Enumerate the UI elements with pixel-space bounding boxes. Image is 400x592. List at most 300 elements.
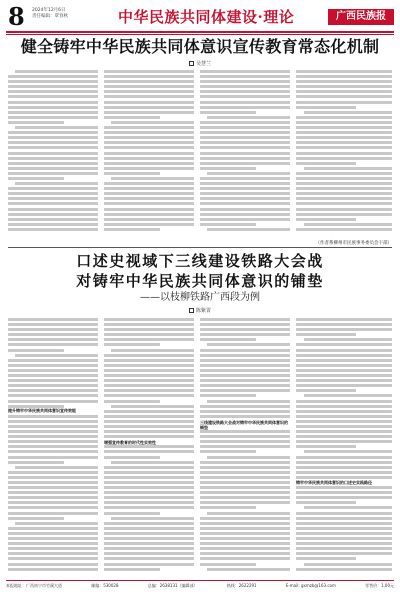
text-line	[8, 552, 98, 555]
issue-date: 2024年12月6日	[32, 8, 66, 13]
article1-author: 吴慧兰	[195, 61, 211, 67]
text-line	[111, 121, 194, 124]
text-line	[104, 359, 194, 362]
text-line	[8, 445, 98, 448]
text-line	[8, 486, 98, 489]
text-line	[296, 101, 392, 104]
text-line	[104, 389, 194, 392]
text-line	[104, 410, 194, 413]
text-line	[296, 496, 392, 499]
text-line	[296, 349, 392, 352]
text-line	[8, 512, 98, 515]
text-line	[8, 496, 98, 499]
text-line	[200, 394, 256, 397]
text-line	[200, 177, 290, 180]
text-line	[8, 537, 98, 540]
text-line	[8, 192, 98, 195]
text-line	[296, 177, 392, 180]
text-line	[296, 121, 392, 124]
text-line	[296, 202, 392, 205]
text-line	[104, 537, 194, 540]
text-line	[8, 389, 98, 392]
text-line	[8, 111, 98, 114]
text-line	[104, 90, 194, 93]
text-line	[304, 506, 392, 509]
text-line	[8, 349, 64, 352]
text-line	[200, 563, 256, 566]
text-line	[104, 379, 194, 382]
text-line	[200, 328, 290, 331]
text-line	[200, 213, 290, 216]
text-line	[8, 481, 98, 484]
text-line	[200, 70, 290, 73]
text-line	[296, 80, 392, 83]
text-line	[8, 547, 98, 550]
text-line	[296, 512, 392, 515]
text-line	[104, 374, 194, 377]
text-line	[104, 481, 194, 484]
text-line	[200, 461, 290, 464]
text-line	[296, 70, 392, 73]
text-line	[8, 359, 98, 362]
text-line	[296, 197, 392, 200]
text-line	[8, 379, 98, 382]
footer-phone: 热线：2622291	[226, 583, 257, 588]
text-line	[104, 172, 160, 175]
text-line	[296, 172, 392, 175]
text-line	[104, 491, 194, 494]
footer-address: 本报地址：广西南宁市竹溪大道	[6, 583, 62, 588]
text-line	[111, 517, 194, 520]
text-line	[296, 131, 392, 134]
text-line	[104, 425, 194, 428]
text-line	[296, 547, 392, 550]
text-line	[104, 466, 194, 469]
text-line	[104, 384, 194, 387]
text-line	[200, 410, 290, 413]
text-line	[200, 223, 256, 226]
text-line	[8, 141, 98, 144]
text-line	[104, 445, 194, 448]
text-line	[200, 80, 290, 83]
footer-price: 零售价：1.00元	[365, 583, 394, 588]
text-line	[207, 172, 290, 175]
text-line	[8, 542, 98, 545]
text-line	[296, 146, 392, 149]
text-line	[296, 501, 356, 504]
text-line	[296, 537, 392, 540]
text-line	[8, 328, 98, 331]
text-line	[296, 532, 392, 535]
text-line	[8, 476, 98, 479]
text-line	[296, 364, 392, 367]
text-line	[8, 461, 64, 464]
text-line	[15, 126, 98, 129]
text-line	[296, 136, 392, 139]
text-line	[200, 208, 290, 211]
text-line	[104, 496, 194, 499]
text-line	[104, 471, 194, 474]
text-line	[104, 333, 194, 336]
text-line	[8, 162, 98, 165]
text-line	[104, 208, 194, 211]
text-line	[200, 111, 256, 114]
masthead-rule	[6, 31, 394, 33]
text-line	[200, 364, 290, 367]
text-line	[200, 552, 290, 555]
text-line	[8, 136, 98, 139]
text-line	[8, 172, 98, 175]
text-line	[207, 568, 290, 571]
text-line	[296, 328, 392, 331]
text-line	[200, 349, 290, 352]
article1-headline: 健全铸牢中华民族共同体意识宣传教育常态化机制	[20, 37, 380, 56]
text-line	[8, 517, 64, 520]
text-line	[296, 568, 392, 571]
text-line	[296, 410, 392, 413]
text-line	[296, 90, 392, 93]
text-line	[8, 218, 98, 221]
text-line	[200, 106, 290, 109]
text-line	[200, 379, 290, 382]
text-line	[296, 75, 392, 78]
text-line	[8, 364, 98, 367]
article2-headline-line2: 对铸牢中华民族共同体意识的铺垫	[76, 272, 324, 290]
text-line	[296, 333, 356, 336]
text-line	[104, 557, 194, 560]
text-line	[296, 374, 392, 377]
text-line	[104, 95, 194, 98]
text-line	[104, 213, 194, 216]
text-line	[104, 532, 194, 535]
article2-column-1	[8, 318, 98, 576]
text-line	[8, 374, 98, 377]
article2-column-4	[296, 318, 392, 576]
text-line	[8, 338, 98, 341]
article2-column-3	[200, 318, 290, 576]
text-line	[200, 440, 290, 443]
text-line	[296, 435, 392, 438]
article2-subsection-heading: 提升铸牢中华民族共同体意识宣传效能	[8, 408, 98, 413]
text-line	[296, 461, 392, 464]
text-line	[104, 146, 194, 149]
text-line	[104, 369, 194, 372]
text-line	[296, 228, 392, 231]
text-line	[104, 162, 194, 165]
text-line	[296, 552, 392, 555]
text-line	[104, 450, 194, 453]
article1-column-3	[200, 70, 290, 238]
text-line	[296, 182, 392, 185]
column-title: 中华民族共同体建设·理论	[118, 8, 295, 26]
text-line	[104, 394, 194, 397]
text-line	[296, 445, 356, 448]
text-line	[304, 394, 392, 397]
text-line	[104, 136, 194, 139]
text-line	[200, 95, 290, 98]
text-line	[8, 532, 98, 535]
text-line	[296, 95, 392, 98]
text-line	[104, 182, 194, 185]
text-line	[104, 187, 194, 190]
article2-author: 陈紫霄	[195, 308, 211, 314]
text-line	[200, 542, 290, 545]
text-line	[296, 440, 392, 443]
text-line	[200, 547, 290, 550]
text-line	[200, 532, 290, 535]
text-line	[104, 486, 194, 489]
text-line	[200, 527, 290, 530]
text-line	[296, 466, 392, 469]
text-line	[296, 557, 356, 560]
text-line	[104, 70, 194, 73]
text-line	[304, 167, 392, 170]
text-line	[200, 197, 290, 200]
page-number: 8	[8, 2, 25, 31]
byline-box-icon	[189, 308, 194, 313]
text-line	[8, 167, 98, 170]
editor-line: 责任编辑：覃春秋	[32, 14, 68, 19]
text-line	[111, 177, 194, 180]
text-line	[296, 152, 392, 155]
text-line	[104, 506, 194, 509]
text-line	[200, 389, 290, 392]
text-line	[200, 121, 290, 124]
article2-column-2	[104, 318, 194, 576]
text-line	[104, 501, 194, 504]
text-line	[104, 228, 160, 231]
article2-headline-line1: 口述史视域下三线建设铁路大会战	[76, 252, 324, 270]
text-line	[296, 162, 356, 165]
text-line	[8, 177, 64, 180]
text-line	[200, 369, 290, 372]
text-line	[8, 430, 98, 433]
text-line	[207, 228, 290, 231]
text-line	[200, 415, 290, 418]
text-line	[8, 425, 98, 428]
text-line	[8, 223, 98, 226]
text-line	[8, 456, 98, 459]
text-line	[8, 384, 98, 387]
text-line	[8, 197, 98, 200]
text-line	[200, 333, 290, 336]
text-line	[296, 369, 392, 372]
text-line	[104, 568, 160, 571]
text-line	[8, 563, 98, 566]
article2-subhead: ——以枝柳铁路广西段为例	[140, 292, 260, 303]
text-line	[200, 131, 290, 134]
text-line	[8, 527, 98, 530]
text-line	[200, 384, 290, 387]
text-line	[15, 354, 98, 357]
text-line	[296, 384, 392, 387]
text-line	[304, 111, 392, 114]
text-line	[104, 80, 194, 83]
text-line	[15, 70, 98, 73]
text-line	[104, 85, 194, 88]
text-line	[296, 389, 356, 392]
text-line	[200, 496, 290, 499]
text-line	[104, 430, 194, 433]
text-line	[8, 228, 98, 231]
text-line	[304, 223, 392, 226]
text-line	[104, 223, 194, 226]
text-line	[104, 522, 194, 525]
text-line	[104, 218, 194, 221]
text-line	[296, 415, 392, 418]
text-line	[8, 85, 98, 88]
text-line	[104, 167, 194, 170]
text-line	[104, 476, 194, 479]
text-line	[8, 435, 98, 438]
text-line	[8, 157, 98, 160]
text-line	[8, 491, 98, 494]
text-line	[8, 471, 98, 474]
text-line	[296, 141, 392, 144]
text-line	[200, 450, 256, 453]
article-separator	[8, 247, 392, 248]
text-line	[296, 400, 392, 403]
text-line	[200, 323, 290, 326]
text-line	[104, 323, 194, 326]
text-line	[8, 440, 98, 443]
text-line	[207, 400, 290, 403]
text-line	[104, 547, 194, 550]
text-line	[104, 364, 194, 367]
text-line	[104, 400, 160, 403]
text-line	[200, 101, 290, 104]
text-line	[104, 106, 194, 109]
text-line	[200, 202, 290, 205]
text-line	[8, 90, 98, 93]
article2-subsection-heading: 三线建设铁路大会战对铸牢中华民族共同体意识的铺垫	[200, 420, 288, 430]
text-line	[200, 126, 290, 129]
text-line	[104, 563, 194, 566]
text-line	[207, 343, 290, 346]
text-line	[296, 476, 392, 479]
text-line	[104, 552, 194, 555]
text-line	[104, 354, 194, 357]
text-line	[8, 116, 98, 119]
article1-column-2	[104, 70, 194, 238]
text-line	[104, 141, 194, 144]
text-line	[200, 506, 256, 509]
text-line	[8, 208, 98, 211]
text-line	[104, 456, 160, 459]
text-line	[111, 461, 194, 464]
text-line	[200, 218, 290, 221]
text-line	[200, 471, 290, 474]
masthead-rule-thin	[6, 34, 394, 35]
text-line	[207, 512, 290, 515]
text-line	[8, 323, 98, 326]
text-line	[296, 420, 392, 423]
text-line	[8, 152, 98, 155]
text-line	[200, 354, 290, 357]
text-line	[200, 430, 290, 433]
text-line	[200, 152, 290, 155]
text-line	[200, 167, 256, 170]
text-line	[200, 486, 290, 489]
text-line	[304, 338, 392, 341]
text-line	[200, 192, 290, 195]
text-line	[200, 85, 290, 88]
text-line	[296, 106, 356, 109]
article2-byline	[0, 307, 400, 314]
text-line	[104, 435, 194, 438]
text-line	[200, 374, 290, 377]
text-line	[296, 187, 392, 190]
text-line	[111, 405, 194, 408]
article2-subsection-heading: 铸牢中华民族共同体意识的口述史实践路径	[296, 480, 392, 485]
text-line	[104, 542, 194, 545]
text-line	[104, 338, 194, 341]
text-line	[296, 126, 392, 129]
footer-rule	[6, 580, 394, 581]
text-line	[111, 349, 194, 352]
issue-meta	[32, 8, 68, 20]
text-line	[8, 450, 98, 453]
text-line	[8, 415, 98, 418]
text-line	[8, 121, 64, 124]
text-line	[8, 80, 98, 83]
text-line	[8, 333, 98, 336]
text-line	[200, 517, 290, 520]
text-line	[200, 501, 290, 504]
text-line	[304, 563, 392, 566]
text-line	[15, 182, 98, 185]
text-line	[104, 318, 194, 321]
text-line	[296, 208, 392, 211]
text-line	[296, 456, 392, 459]
text-line	[104, 126, 194, 129]
text-line	[296, 218, 356, 221]
text-line	[104, 101, 194, 104]
text-line	[200, 476, 290, 479]
text-line	[200, 445, 290, 448]
text-line	[200, 537, 290, 540]
text-line	[304, 450, 392, 453]
text-line	[8, 501, 98, 504]
text-line	[296, 157, 392, 160]
text-line	[296, 527, 392, 530]
text-line	[8, 506, 98, 509]
text-line	[104, 415, 194, 418]
text-line	[200, 557, 290, 560]
text-line	[8, 187, 98, 190]
text-line	[296, 491, 392, 494]
text-line	[104, 157, 194, 160]
text-line	[296, 85, 392, 88]
text-line	[296, 471, 392, 474]
footer-email: E-mail: gxmzb@163.com	[285, 583, 336, 588]
text-line	[200, 405, 290, 408]
text-line	[104, 512, 160, 515]
text-line	[8, 106, 98, 109]
text-line	[200, 90, 290, 93]
footer-postcode: 邮编：530028	[91, 583, 119, 588]
text-line	[8, 95, 98, 98]
text-line	[296, 430, 392, 433]
text-line	[200, 75, 290, 78]
text-line	[104, 328, 194, 331]
article2-subsection-heading: 增强宣传教育的时代性实效性	[104, 440, 194, 445]
text-line	[296, 405, 392, 408]
text-line	[200, 466, 290, 469]
text-line	[200, 187, 290, 190]
text-line	[8, 318, 98, 321]
text-line	[296, 318, 392, 321]
